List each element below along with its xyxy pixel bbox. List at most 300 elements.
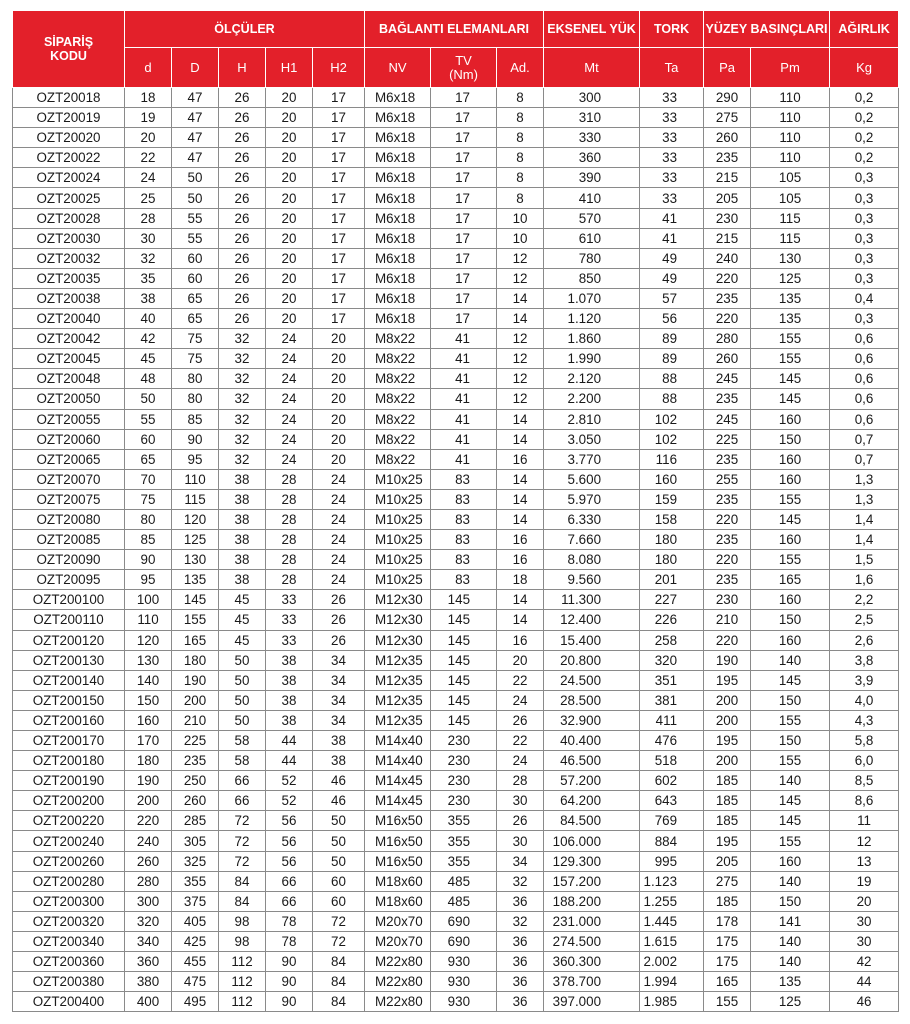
cell-mt: 5.600 [544,469,640,489]
cell-tv: 83 [431,489,497,509]
cell-kg: 0,6 [830,389,899,409]
cell-H1: 28 [266,489,313,509]
cell-pm: 150 [751,610,830,630]
cell-pa: 230 [704,590,751,610]
table-body [13,88,899,1012]
cell-pa: 260 [704,349,751,369]
cell-ta: 884 [640,831,704,851]
cell-ta: 201 [640,570,704,590]
cell-H: 45 [219,590,266,610]
cell-siparis-kodu: OZT200220 [13,811,125,831]
cell-D: 180 [172,650,219,670]
cell-ad: 14 [497,409,544,429]
cell-H: 26 [219,288,266,308]
cell-d: 85 [125,530,172,550]
cell-mt: 12.400 [544,610,640,630]
cell-D: 325 [172,851,219,871]
cell-nv: M8x22 [365,429,431,449]
cell-H1: 90 [266,952,313,972]
cell-d: 38 [125,288,172,308]
cell-H2: 17 [313,288,365,308]
cell-nv: M8x22 [365,449,431,469]
cell-kg: 2,2 [830,590,899,610]
cell-H: 50 [219,710,266,730]
cell-pa: 220 [704,550,751,570]
cell-H2: 17 [313,248,365,268]
cell-ta: 226 [640,610,704,630]
cell-ad: 26 [497,710,544,730]
cell-mt: 28.500 [544,690,640,710]
cell-d: 19 [125,108,172,128]
cell-mt: 410 [544,188,640,208]
cell-tv: 17 [431,128,497,148]
cell-H: 38 [219,469,266,489]
cell-d: 130 [125,650,172,670]
cell-ta: 159 [640,489,704,509]
cell-H1: 33 [266,630,313,650]
cell-pa: 245 [704,409,751,429]
cell-H2: 34 [313,650,365,670]
cell-D: 55 [172,228,219,248]
cell-mt: 188.200 [544,891,640,911]
cell-tv: 83 [431,509,497,529]
cell-d: 22 [125,148,172,168]
table-row [13,811,899,831]
cell-H: 50 [219,670,266,690]
cell-d: 400 [125,992,172,1012]
cell-pa: 220 [704,309,751,329]
cell-pm: 160 [751,590,830,610]
cell-siparis-kodu: OZT20024 [13,168,125,188]
cell-D: 405 [172,911,219,931]
subheader-Ta: Ta [640,48,704,88]
cell-ta: 180 [640,530,704,550]
table-row [13,891,899,911]
cell-d: 360 [125,952,172,972]
cell-H2: 34 [313,710,365,730]
cell-tv: 145 [431,590,497,610]
cell-kg: 0,2 [830,108,899,128]
cell-d: 40 [125,309,172,329]
cell-ad: 16 [497,530,544,550]
cell-H: 98 [219,911,266,931]
cell-siparis-kodu: OZT200300 [13,891,125,911]
cell-H: 32 [219,409,266,429]
cell-siparis-kodu: OZT200100 [13,590,125,610]
table-row [13,349,899,369]
cell-H2: 17 [313,208,365,228]
cell-H: 50 [219,650,266,670]
cell-d: 220 [125,811,172,831]
cell-siparis-kodu: OZT20065 [13,449,125,469]
cell-d: 280 [125,871,172,891]
cell-ta: 56 [640,309,704,329]
cell-kg: 0,3 [830,268,899,288]
subheader-H1: H1 [266,48,313,88]
cell-mt: 129.300 [544,851,640,871]
cell-tv: 355 [431,811,497,831]
cell-nv: M6x18 [365,108,431,128]
cell-mt: 20.800 [544,650,640,670]
cell-D: 455 [172,952,219,972]
cell-kg: 5,8 [830,731,899,751]
cell-ta: 33 [640,168,704,188]
table-row [13,791,899,811]
cell-pa: 200 [704,751,751,771]
cell-H: 32 [219,389,266,409]
cell-D: 110 [172,469,219,489]
cell-nv: M12x30 [365,630,431,650]
cell-d: 45 [125,349,172,369]
cell-H2: 24 [313,469,365,489]
cell-mt: 106.000 [544,831,640,851]
cell-pm: 150 [751,690,830,710]
cell-ta: 102 [640,409,704,429]
cell-nv: M10x25 [365,550,431,570]
cell-mt: 310 [544,108,640,128]
cell-mt: 7.660 [544,530,640,550]
table-row [13,731,899,751]
cell-pm: 135 [751,972,830,992]
cell-kg: 1,6 [830,570,899,590]
cell-H: 26 [219,228,266,248]
cell-D: 55 [172,208,219,228]
cell-H1: 24 [266,329,313,349]
cell-kg: 30 [830,911,899,931]
cell-nv: M6x18 [365,268,431,288]
cell-siparis-kodu: OZT20018 [13,88,125,108]
cell-ad: 14 [497,309,544,329]
cell-ad: 12 [497,329,544,349]
cell-ta: 1.255 [640,891,704,911]
cell-nv: M8x22 [365,329,431,349]
table-row [13,268,899,288]
cell-ad: 14 [497,288,544,308]
cell-tv: 145 [431,630,497,650]
cell-H1: 20 [266,309,313,329]
cell-D: 355 [172,871,219,891]
subheader-d: d [125,48,172,88]
cell-D: 250 [172,771,219,791]
cell-H2: 24 [313,550,365,570]
cell-mt: 64.200 [544,791,640,811]
cell-ad: 10 [497,208,544,228]
cell-d: 300 [125,891,172,911]
cell-kg: 30 [830,931,899,951]
cell-ad: 8 [497,168,544,188]
cell-pm: 115 [751,208,830,228]
cell-mt: 570 [544,208,640,228]
cell-nv: M14x45 [365,791,431,811]
cell-H1: 44 [266,731,313,751]
cell-ad: 20 [497,650,544,670]
cell-pm: 145 [751,509,830,529]
cell-nv: M22x80 [365,992,431,1012]
cell-pa: 275 [704,108,751,128]
cell-kg: 0,7 [830,429,899,449]
cell-mt: 2.120 [544,369,640,389]
cell-tv: 17 [431,248,497,268]
cell-kg: 0,3 [830,248,899,268]
cell-ad: 36 [497,952,544,972]
cell-siparis-kodu: OZT20042 [13,329,125,349]
table-row [13,228,899,248]
table-row [13,931,899,951]
subheader-TV-label: TV [455,52,472,68]
header-baglanti-elemanlari: BAĞLANTI ELEMANLARI [365,11,544,48]
cell-pa: 175 [704,931,751,951]
cell-H: 38 [219,489,266,509]
cell-pm: 105 [751,168,830,188]
cell-pa: 220 [704,630,751,650]
cell-kg: 46 [830,992,899,1012]
cell-nv: M6x18 [365,88,431,108]
cell-siparis-kodu: OZT200170 [13,731,125,751]
cell-ta: 1.445 [640,911,704,931]
table-row [13,288,899,308]
cell-H: 38 [219,530,266,550]
cell-D: 235 [172,751,219,771]
cell-d: 100 [125,590,172,610]
cell-tv: 145 [431,670,497,690]
cell-ta: 88 [640,389,704,409]
cell-ta: 643 [640,791,704,811]
cell-tv: 83 [431,469,497,489]
cell-nv: M12x35 [365,690,431,710]
cell-H: 26 [219,108,266,128]
cell-tv: 485 [431,871,497,891]
cell-mt: 2.810 [544,409,640,429]
cell-pm: 140 [751,650,830,670]
cell-pm: 130 [751,248,830,268]
cell-mt: 330 [544,128,640,148]
header-olculer: ÖLÇÜLER [125,11,365,48]
cell-siparis-kodu: OZT20090 [13,550,125,570]
cell-ad: 28 [497,771,544,791]
subheader-NV: NV [365,48,431,88]
cell-H1: 38 [266,690,313,710]
cell-kg: 2,5 [830,610,899,630]
cell-H2: 84 [313,952,365,972]
cell-D: 75 [172,329,219,349]
cell-H: 98 [219,931,266,951]
cell-tv: 145 [431,650,497,670]
cell-H1: 24 [266,349,313,369]
cell-tv: 41 [431,329,497,349]
cell-d: 180 [125,751,172,771]
cell-H1: 33 [266,590,313,610]
cell-mt: 300 [544,88,640,108]
subheader-Pa: Pa [704,48,751,88]
cell-D: 425 [172,931,219,951]
cell-ad: 26 [497,811,544,831]
cell-kg: 3,8 [830,650,899,670]
cell-D: 130 [172,550,219,570]
cell-ad: 14 [497,590,544,610]
cell-H: 26 [219,168,266,188]
cell-ta: 158 [640,509,704,529]
cell-D: 375 [172,891,219,911]
cell-ta: 518 [640,751,704,771]
table-row [13,590,899,610]
cell-nv: M10x25 [365,489,431,509]
cell-mt: 360.300 [544,952,640,972]
cell-ta: 351 [640,670,704,690]
cell-kg: 1,3 [830,469,899,489]
cell-pa: 205 [704,188,751,208]
cell-d: 320 [125,911,172,931]
cell-nv: M18x60 [365,871,431,891]
cell-d: 75 [125,489,172,509]
cell-mt: 40.400 [544,731,640,751]
cell-kg: 0,4 [830,288,899,308]
cell-mt: 24.500 [544,670,640,690]
cell-pa: 185 [704,811,751,831]
cell-H2: 46 [313,771,365,791]
cell-mt: 1.860 [544,329,640,349]
cell-ad: 36 [497,972,544,992]
cell-H2: 17 [313,128,365,148]
cell-mt: 850 [544,268,640,288]
cell-ad: 12 [497,349,544,369]
cell-nv: M18x60 [365,891,431,911]
cell-kg: 6,0 [830,751,899,771]
cell-pa: 220 [704,268,751,288]
cell-H2: 20 [313,449,365,469]
cell-mt: 8.080 [544,550,640,570]
cell-D: 135 [172,570,219,590]
cell-d: 150 [125,690,172,710]
table-row [13,710,899,730]
cell-pm: 155 [751,329,830,349]
cell-siparis-kodu: OZT20038 [13,288,125,308]
cell-ad: 14 [497,610,544,630]
cell-tv: 355 [431,831,497,851]
cell-tv: 930 [431,992,497,1012]
subheader-Ad: Ad. [497,48,544,88]
subheader-Mt: Mt [544,48,640,88]
cell-ad: 24 [497,690,544,710]
cell-tv: 230 [431,771,497,791]
cell-siparis-kodu: OZT200380 [13,972,125,992]
cell-siparis-kodu: OZT20055 [13,409,125,429]
cell-D: 47 [172,108,219,128]
cell-pa: 195 [704,670,751,690]
subheader-Kg: Kg [830,48,899,88]
cell-H: 26 [219,188,266,208]
cell-kg: 4,0 [830,690,899,710]
cell-mt: 780 [544,248,640,268]
cell-H2: 17 [313,108,365,128]
cell-pm: 160 [751,630,830,650]
cell-H1: 24 [266,389,313,409]
cell-kg: 12 [830,831,899,851]
cell-ad: 8 [497,88,544,108]
cell-H2: 17 [313,188,365,208]
cell-mt: 1.070 [544,288,640,308]
table-row [13,429,899,449]
cell-H2: 72 [313,911,365,931]
cell-mt: 1.120 [544,309,640,329]
cell-d: 340 [125,931,172,951]
cell-d: 18 [125,88,172,108]
header-siparis-kodu: SİPARİŞ KODU [13,11,125,88]
spec-table-container [12,10,898,1012]
cell-nv: M10x25 [365,509,431,529]
cell-H1: 66 [266,891,313,911]
cell-H2: 72 [313,931,365,951]
cell-ad: 30 [497,791,544,811]
cell-ta: 1.123 [640,871,704,891]
cell-D: 190 [172,670,219,690]
cell-H2: 20 [313,349,365,369]
cell-H2: 26 [313,610,365,630]
cell-siparis-kodu: OZT200400 [13,992,125,1012]
cell-kg: 11 [830,811,899,831]
cell-kg: 0,3 [830,309,899,329]
cell-ad: 16 [497,630,544,650]
cell-H1: 20 [266,228,313,248]
cell-siparis-kodu: OZT20050 [13,389,125,409]
cell-ad: 32 [497,911,544,931]
cell-d: 200 [125,791,172,811]
cell-pm: 140 [751,931,830,951]
cell-H1: 56 [266,811,313,831]
table-row [13,309,899,329]
cell-siparis-kodu: OZT200360 [13,952,125,972]
cell-H1: 56 [266,831,313,851]
cell-H1: 66 [266,871,313,891]
cell-H: 32 [219,449,266,469]
cell-ta: 476 [640,731,704,751]
cell-ad: 8 [497,188,544,208]
cell-pm: 155 [751,710,830,730]
cell-pa: 215 [704,228,751,248]
cell-H: 26 [219,248,266,268]
cell-tv: 41 [431,369,497,389]
cell-pa: 185 [704,891,751,911]
cell-mt: 32.900 [544,710,640,730]
cell-siparis-kodu: OZT20030 [13,228,125,248]
cell-H: 66 [219,791,266,811]
cell-pa: 240 [704,248,751,268]
cell-mt: 378.700 [544,972,640,992]
cell-nv: M12x30 [365,590,431,610]
cell-pa: 225 [704,429,751,449]
cell-H1: 28 [266,509,313,529]
cell-kg: 4,3 [830,710,899,730]
cell-ta: 49 [640,268,704,288]
cell-nv: M14x40 [365,751,431,771]
table-row [13,550,899,570]
cell-d: 80 [125,509,172,529]
cell-ta: 769 [640,811,704,831]
cell-siparis-kodu: OZT200240 [13,831,125,851]
cell-H: 72 [219,811,266,831]
cell-nv: M8x22 [365,389,431,409]
cell-mt: 610 [544,228,640,248]
cell-siparis-kodu: OZT200280 [13,871,125,891]
cell-D: 120 [172,509,219,529]
cell-H: 38 [219,550,266,570]
cell-H1: 20 [266,248,313,268]
cell-H2: 17 [313,168,365,188]
cell-H2: 50 [313,831,365,851]
cell-d: 170 [125,731,172,751]
cell-pa: 195 [704,831,751,851]
cell-d: 55 [125,409,172,429]
subheader-TV [431,48,497,88]
